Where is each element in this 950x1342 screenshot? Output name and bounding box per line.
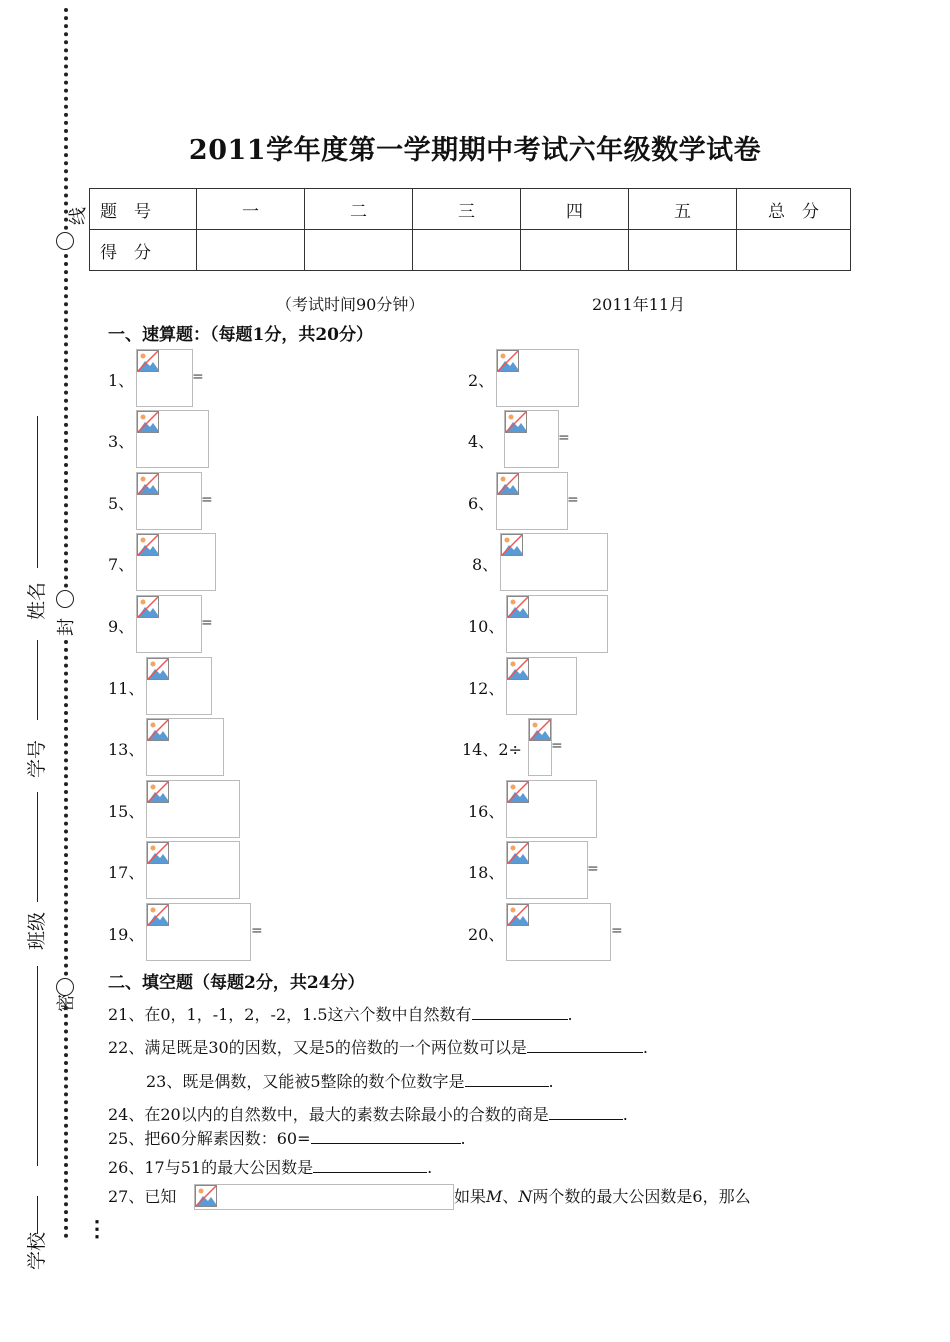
question-5-formula-image <box>136 472 202 530</box>
question-14-equals: = <box>551 738 563 754</box>
seal-label-feng: 封 <box>56 618 77 636</box>
question-13-number: 13、 <box>108 740 145 759</box>
image-placeholder-icon <box>137 473 159 495</box>
question-3-number: 3、 <box>108 432 135 451</box>
question-18-formula-image <box>506 841 588 899</box>
question-21-end: . <box>567 1005 573 1024</box>
question-19-number: 19、 <box>108 925 145 944</box>
question-19-formula-image <box>146 903 251 961</box>
question-6-formula-image <box>496 472 568 530</box>
question-8-formula-image <box>500 533 608 591</box>
question-27-sep: 、 <box>502 1187 519 1206</box>
image-placeholder-icon <box>497 473 519 495</box>
question-15-formula-image <box>146 780 240 838</box>
image-placeholder-icon <box>147 781 169 803</box>
question-10-number: 10、 <box>468 617 505 636</box>
info-line-class <box>37 966 38 1166</box>
score-header-label: 题 号 <box>90 189 197 230</box>
binding-end-dots: ⋮ <box>86 1216 108 1242</box>
question-25-text: 25、把60分解素因数：60= <box>108 1129 311 1148</box>
question-20-equals: = <box>611 923 623 939</box>
question-27-text: 两个数的最大公因数是6，那么 <box>532 1187 751 1206</box>
score-header-1: 一 <box>197 189 305 230</box>
exam-time: （考试时间90分钟） <box>276 295 425 314</box>
question-27-var-m: M <box>486 1187 503 1206</box>
image-placeholder-icon <box>497 350 519 372</box>
class-label: 班级 <box>26 911 48 950</box>
question-9-formula-image <box>136 595 202 653</box>
score-header-4: 四 <box>521 189 629 230</box>
score-cell-3 <box>413 230 521 271</box>
question-24-text: 24、在20以内的自然数中，最大的素数去除最小的合数的商是 <box>108 1105 549 1124</box>
seal-label-xian: 线 <box>68 207 89 225</box>
question-19-equals: = <box>251 923 263 939</box>
question-15-number: 15、 <box>108 802 145 821</box>
student-number-label: 学号 <box>26 739 48 778</box>
question-26-text: 26、17与51的最大公因数是 <box>108 1158 314 1177</box>
image-placeholder-icon <box>507 658 529 680</box>
info-line-number <box>37 792 38 902</box>
info-line-name <box>37 640 38 720</box>
score-table <box>89 188 851 271</box>
image-placeholder-icon <box>147 719 169 741</box>
info-line-school <box>37 1196 38 1234</box>
question-24 <box>108 1102 628 1125</box>
image-placeholder-icon <box>137 411 159 433</box>
question-18-number: 18、 <box>468 863 505 882</box>
answer-blank-22[interactable] <box>527 1036 643 1053</box>
binding-circle-top <box>56 232 74 250</box>
question-3-formula-image <box>136 410 209 468</box>
question-1-number: 1、 <box>108 371 135 390</box>
score-header-2: 二 <box>305 189 413 230</box>
question-23-text: 23、既是偶数，又能被5整除的数个位数字是 <box>146 1072 465 1091</box>
image-placeholder-icon <box>507 842 529 864</box>
question-16-number: 16、 <box>468 802 505 821</box>
question-27-var-n: N <box>518 1187 533 1206</box>
image-placeholder-icon <box>501 534 523 556</box>
page-title: 2011学年度第一学期期中考试六年级数学试卷 <box>188 135 762 166</box>
image-placeholder-icon <box>147 842 169 864</box>
score-table-header-row <box>90 189 851 230</box>
question-5-equals: = <box>201 492 213 508</box>
question-25-end: . <box>460 1129 466 1148</box>
question-24-end: . <box>622 1105 628 1124</box>
score-cell-total <box>737 230 851 271</box>
question-20-number: 20、 <box>468 925 505 944</box>
score-header-3: 三 <box>413 189 521 230</box>
score-cell-1 <box>197 230 305 271</box>
image-placeholder-icon <box>505 411 527 433</box>
answer-blank-26[interactable] <box>313 1156 427 1173</box>
answer-blank-23b[interactable] <box>503 1070 549 1087</box>
image-placeholder-icon <box>507 781 529 803</box>
question-6-number: 6、 <box>468 494 495 513</box>
score-table-score-row <box>90 230 851 271</box>
question-17-number: 17、 <box>108 863 145 882</box>
question-17-formula-image <box>146 841 240 899</box>
image-placeholder-icon <box>195 1185 217 1207</box>
binding-dotted-line-top <box>64 8 68 230</box>
score-row-label: 得 分 <box>90 230 197 271</box>
question-18-equals: = <box>587 861 599 877</box>
answer-blank-25[interactable] <box>311 1127 461 1144</box>
question-12-number: 12、 <box>468 679 505 698</box>
question-4-number: 4、 <box>468 432 495 451</box>
question-13-formula-image <box>146 718 224 776</box>
score-header-total: 总 分 <box>737 189 851 230</box>
question-22-end: . <box>642 1038 648 1057</box>
image-placeholder-icon <box>507 596 529 618</box>
binding-dotted-line-mid1 <box>64 254 68 588</box>
question-22-text: 22、满足既是30的因数，又是5的倍数的一个两位数可以是 <box>108 1038 527 1057</box>
question-27-if: 如果 <box>454 1187 487 1206</box>
question-7-formula-image <box>136 533 216 591</box>
seal-label-mi: 密 <box>56 994 77 1012</box>
student-name-label: 姓名 <box>26 581 48 620</box>
question-10-formula-image <box>506 595 608 653</box>
question-22 <box>108 1035 648 1058</box>
question-20-formula-image <box>506 903 611 961</box>
binding-circle-mid <box>56 590 74 608</box>
question-5-number: 5、 <box>108 494 135 513</box>
question-1-formula-image <box>136 349 193 407</box>
score-cell-2 <box>305 230 413 271</box>
image-placeholder-icon <box>507 904 529 926</box>
score-cell-4 <box>521 230 629 271</box>
binding-dotted-line-mid2 <box>64 640 68 976</box>
image-placeholder-icon <box>529 719 551 741</box>
image-placeholder-icon <box>147 904 169 926</box>
answer-blank-24[interactable] <box>549 1103 623 1120</box>
answer-blank-21[interactable] <box>472 1003 568 1020</box>
question-9-equals: = <box>201 615 213 631</box>
question-4-equals: = <box>558 430 570 446</box>
answer-blank-23a[interactable] <box>465 1070 503 1087</box>
question-8-number: 8、 <box>472 555 499 574</box>
question-27-rest <box>454 1184 751 1207</box>
question-11-formula-image <box>146 657 212 715</box>
question-21 <box>108 1002 573 1025</box>
question-12-formula-image <box>506 657 577 715</box>
score-cell-5 <box>629 230 737 271</box>
section1-title: 一、速算题：（每题1分，共20分） <box>108 325 373 345</box>
question-6-equals: = <box>567 492 579 508</box>
question-23 <box>146 1069 554 1092</box>
binding-dotted-line-bottom <box>64 1006 68 1238</box>
info-line-top <box>37 416 38 568</box>
exam-date: 2011年11月 <box>592 295 686 314</box>
question-21-text: 21、在0，1，-1，2，-2，1.5这六个数中自然数有 <box>108 1005 472 1024</box>
question-4-formula-image <box>504 410 559 468</box>
question-7-number: 7、 <box>108 555 135 574</box>
question-26-end: . <box>427 1158 433 1177</box>
image-placeholder-icon <box>137 596 159 618</box>
score-header-5: 五 <box>629 189 737 230</box>
question-27-formula-image <box>194 1184 454 1210</box>
image-placeholder-icon <box>137 350 159 372</box>
question-14-number: 14、2÷ <box>462 740 522 759</box>
section2-title: 二、填空题（每题2分，共24分） <box>108 973 365 993</box>
question-26 <box>108 1155 432 1178</box>
question-2-number: 2、 <box>468 371 495 390</box>
question-16-formula-image <box>506 780 597 838</box>
question-25 <box>108 1126 466 1149</box>
question-23-end: . <box>548 1072 554 1091</box>
question-11-number: 11、 <box>108 679 145 698</box>
image-placeholder-icon <box>147 658 169 680</box>
question-2-formula-image <box>496 349 579 407</box>
image-placeholder-icon <box>137 534 159 556</box>
question-27-start: 27、已知 <box>108 1187 177 1206</box>
question-14-formula-image <box>528 718 552 776</box>
question-9-number: 9、 <box>108 617 135 636</box>
school-label: 学校 <box>26 1231 48 1270</box>
question-1-equals: = <box>192 369 204 385</box>
